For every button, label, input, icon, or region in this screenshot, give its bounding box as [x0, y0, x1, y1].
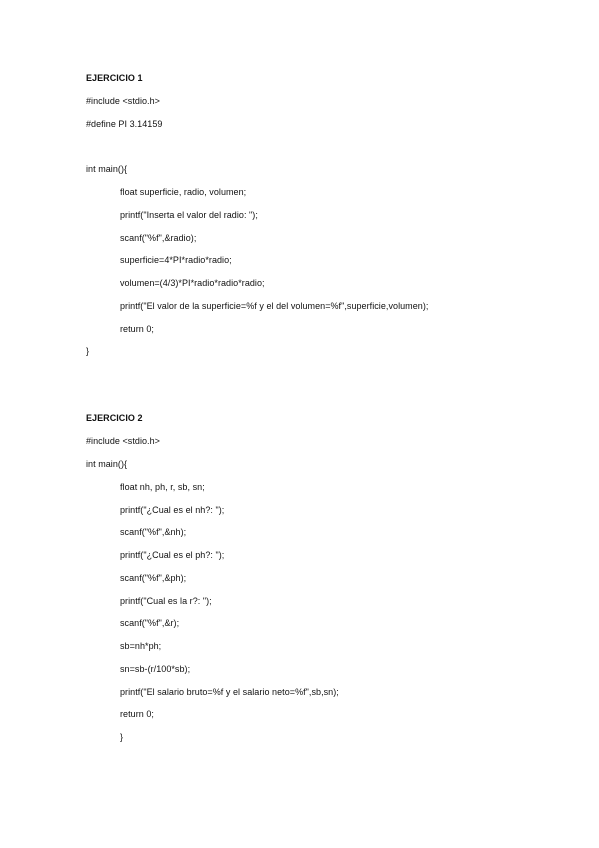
exercise-2-include-line: #include <stdio.h> [86, 436, 160, 446]
exercise-2-main-close: } [120, 732, 124, 742]
exercise-1-include-line: #include <stdio.h> [86, 96, 160, 106]
exercise-2-code-line: return 0; [120, 709, 154, 719]
exercise-1-main-open: int main(){ [86, 164, 128, 174]
exercise-1-define-line: #define PI 3.14159 [86, 119, 163, 129]
exercise-1-heading: EJERCICIO 1 [86, 73, 143, 83]
exercise-2-code-line: scanf("%f",&ph); [120, 573, 187, 583]
exercise-2-code-line: scanf("%f",&r); [120, 618, 180, 628]
exercise-2-code-line: float nh, ph, r, sb, sn; [120, 482, 205, 492]
exercise-2-main-open: int main(){ [86, 459, 128, 469]
exercise-1-code-line: printf("Inserta el valor del radio: "); [120, 210, 258, 220]
exercise-2-heading: EJERCICIO 2 [86, 413, 143, 423]
exercise-2-code-line: sn=sb-(r/100*sb); [120, 664, 191, 674]
exercise-1-code-line: float superficie, radio, volumen; [120, 187, 247, 197]
exercise-2-code-line: scanf("%f",&nh); [120, 527, 187, 537]
exercise-1-main-close: } [86, 346, 90, 356]
exercise-1-code-line: volumen=(4/3)*PI*radio*radio*radio; [120, 278, 265, 288]
exercise-1-code-line: superficie=4*PI*radio*radio; [120, 255, 232, 265]
exercise-2-code-line: sb=nh*ph; [120, 641, 162, 651]
exercise-1-code-line: return 0; [120, 324, 154, 334]
exercise-1-code-line: printf("El valor de la superficie=%f y el del volumen=%f",superficie,volumen); [120, 301, 429, 311]
exercise-2-code-line: printf("¿Cual es el nh?: "); [120, 505, 225, 515]
exercise-2-code-line: printf("¿Cual es el ph?: "); [120, 550, 225, 560]
exercise-2-code-line: printf("El salario bruto=%f y el salario neto=%f",sb,sn); [120, 687, 339, 697]
exercise-1-code-line: scanf("%f",&radio); [120, 233, 197, 243]
exercise-2-code-line: printf("Cual es la r?: "); [120, 596, 212, 606]
